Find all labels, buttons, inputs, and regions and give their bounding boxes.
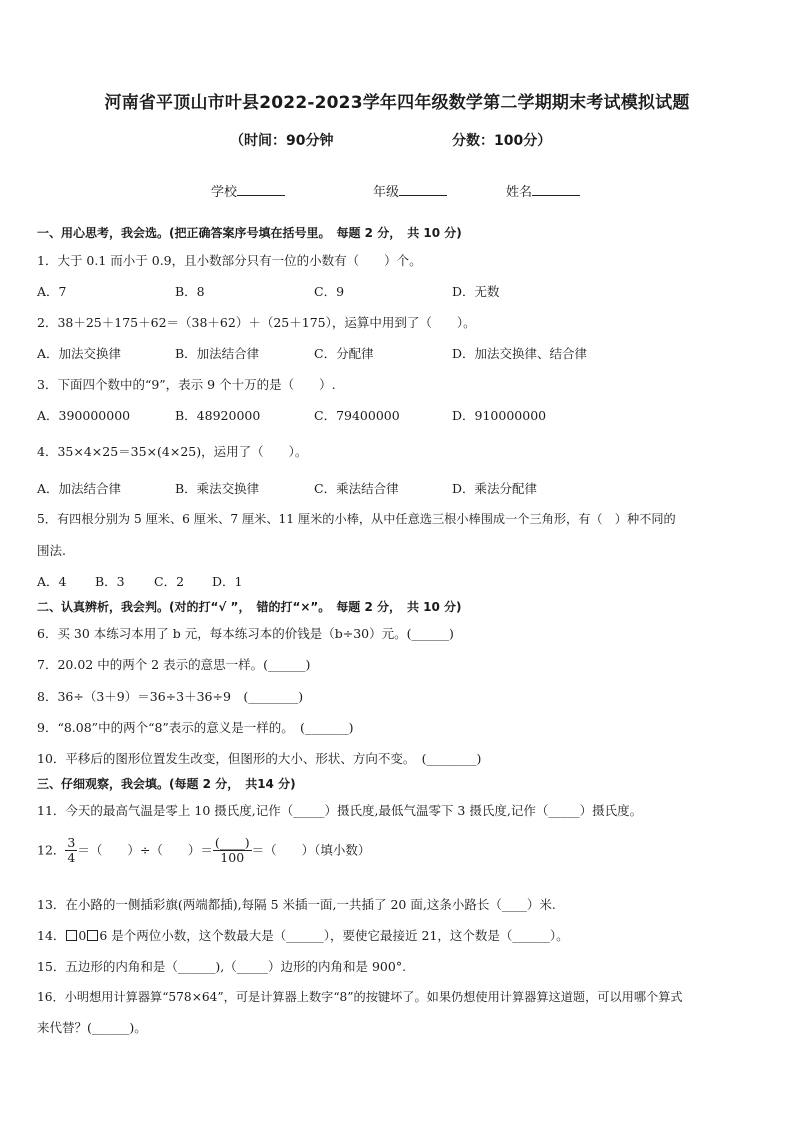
q12-fraction-over-100: $\frac{(\_\_\_\_)}{100}$	[214, 835, 250, 866]
q5-option-c[interactable]: C．2	[154, 574, 185, 589]
q2-option-d[interactable]: D．加法交换律、结合律	[452, 346, 588, 361]
q5-option-b[interactable]: B．3	[95, 574, 125, 589]
q14-digit: 0	[78, 928, 87, 943]
grade-label: 年级	[373, 185, 400, 200]
question-2: 2．38＋25＋175＋62＝（38＋62）＋（25＋175），运算中用到了（ ）。	[37, 315, 476, 330]
q2-option-b[interactable]: B．加法结合律	[175, 346, 260, 361]
q12-fraction-3-4: $\frac{3}{4}$	[67, 835, 76, 866]
section-1-heading: 一、用心思考，我会选。(把正确答案序号填在括号里。 每题 2 分， 共 10 分)	[37, 226, 462, 240]
q1-option-d[interactable]: D．无数	[452, 284, 500, 299]
question-10[interactable]: 10．平移后的图形位置发生改变，但图形的大小、形状、方向不变。 (________)	[37, 751, 482, 766]
q3-option-b[interactable]: B．48920000	[175, 408, 261, 423]
q3-option-d[interactable]: D．910000000	[452, 408, 547, 423]
q14-number: 14．	[37, 928, 66, 943]
question-5: 5．有四根分别为 5 厘米、6 厘米、7 厘米、11 厘米的小棒，从中任意选三根小棒围成一个三角形，有（ ）种不同的	[37, 512, 676, 526]
q2-option-c[interactable]: C．分配律	[314, 346, 374, 361]
q4-option-b[interactable]: B．乘法交换律	[175, 481, 260, 496]
q14-text: 6 是个两位小数，这个数最大是（______），要使它最接近 21，这个数是（______）。	[99, 928, 569, 943]
question-12[interactable]	[37, 836, 370, 866]
question-16-cont[interactable]: 来代替？(______)。	[37, 1020, 147, 1035]
school-field[interactable]	[211, 181, 285, 200]
question-13[interactable]: 13．在小路的一侧插彩旗(两端都插),每隔 5 米插一面,一共插了 20 面,这条小路长（____）米.	[37, 897, 556, 912]
question-9[interactable]: 9．“8.08”中的两个“8”表示的意义是一样的。 (_______)	[37, 720, 354, 735]
question-15[interactable]: 15．五边形的内角和是（______),（_____）边形的内角和是 900°.	[37, 959, 407, 974]
q5-option-d[interactable]: D．1	[212, 574, 243, 589]
q12-middle: ＝（ ）÷（ ）＝	[77, 842, 213, 858]
q2-option-a[interactable]: A．加法交换律	[37, 346, 122, 361]
question-8[interactable]: 8．36÷（3＋9）＝36÷3＋36÷9 (________)	[37, 689, 304, 704]
exam-score: 分数：100分）	[452, 133, 552, 149]
section-3-heading: 三、仔细观察，我会填。(每题 2 分， 共14 分)	[37, 777, 296, 791]
q1-option-a[interactable]: A．7	[37, 284, 67, 299]
q12-suffix: ＝（ ）（填小数）	[251, 842, 371, 858]
exam-time: （时间：90分钟	[230, 133, 334, 149]
question-16[interactable]: 16．小明想用计算器算“578×64”，可是计算器上数字“8”的按键坏了。如果仍想使用计算器算这道题，可以用哪个算式	[37, 990, 683, 1004]
blank-box-icon	[66, 930, 77, 941]
school-label: 学校	[211, 185, 238, 200]
question-7[interactable]: 7．20.02 中的两个 2 表示的意思一样。(______)	[37, 657, 311, 672]
blank-box-icon	[87, 930, 98, 941]
section-2-heading: 二、认真辨析，我会判。(对的打“√ ”， 错的打“×”。 每题 2 分， 共 10 分)	[37, 600, 462, 614]
question-6[interactable]: 6．买 30 本练习本用了 b 元，每本练习本的价钱是（b÷30）元。(______)	[37, 626, 454, 641]
question-1: 1．大于 0.1 而小于 0.9，且小数部分只有一位的小数有（ ）个。	[37, 253, 422, 268]
grade-field[interactable]	[373, 181, 447, 200]
q1-option-c[interactable]: C．9	[314, 284, 345, 299]
name-label: 姓名	[506, 185, 533, 200]
question-5-cont: 围法.	[37, 543, 66, 558]
q5-option-a[interactable]: A．4	[37, 574, 67, 589]
question-11[interactable]: 11．今天的最高气温是零上 10 摄氏度,记作（_____）摄氏度,最低气温零下 3 摄氏度,记作（_____）摄氏度。	[37, 803, 643, 818]
q4-option-c[interactable]: C．乘法结合律	[314, 481, 399, 496]
q3-option-a[interactable]: A．390000000	[37, 408, 131, 423]
q1-option-b[interactable]: B．8	[175, 284, 205, 299]
question-14[interactable]	[37, 926, 569, 944]
q12-number: 12．	[37, 842, 66, 858]
q4-option-d[interactable]: D．乘法分配律	[452, 481, 538, 496]
question-4: 4．35×4×25＝35×(4×25)，运用了（ ）。	[37, 444, 308, 459]
exam-title: 河南省平顶山市叶县2022-2023学年四年级数学第二学期期末考试模拟试题	[104, 93, 690, 113]
name-field[interactable]	[506, 181, 580, 200]
question-3: 3．下面四个数中的“9”，表示 9 个十万的是（ ）.	[37, 377, 336, 392]
q4-option-a[interactable]: A．加法结合律	[37, 481, 122, 496]
q3-option-c[interactable]: C．79400000	[314, 408, 400, 423]
